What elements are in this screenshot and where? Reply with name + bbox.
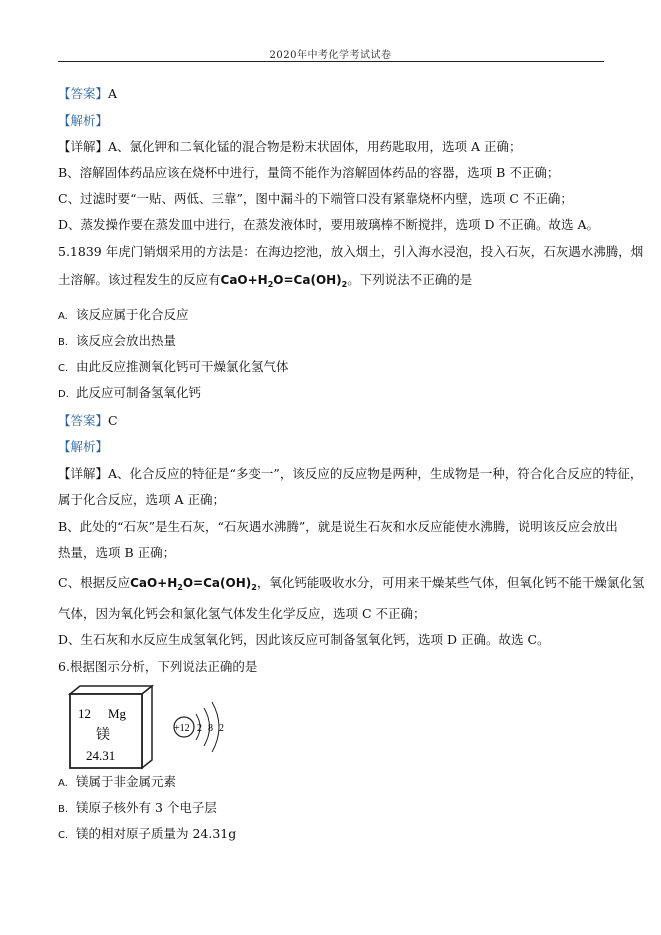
detail-line-5-7: D、生石灰和水反应生成氢氧化钙，因此该反应可制备氢氧化钙，选项 D 正确。故选 C。: [58, 632, 550, 647]
eq-part: CaO+H: [130, 576, 178, 590]
detail-line-4-4: D、蒸发操作要在蒸发皿中进行，在蒸发液体时，要用玻璃棒不断搅拌，选项 D 不正确。故选 A。: [58, 217, 599, 232]
eq-subscript: 2: [267, 280, 274, 289]
shell-electrons-2: 8: [208, 723, 213, 734]
chemical-equation: [130, 576, 257, 590]
eq-subscript: 2: [177, 583, 183, 592]
shell-electrons-1: 2: [197, 723, 202, 734]
detail-text: A、氯化钾和二氧化锰的混合物是粉末状固体，用药匙取用，选项 A 正确；: [108, 139, 522, 154]
eq-part: O=Ca(OH): [273, 273, 342, 287]
box-side-face: [142, 686, 152, 768]
detail-line-5-3: B、此处的“石灰”是生石灰，“石灰遇水沸腾”，就是说生石灰和水反应能使水沸腾，说明该反应会放出: [58, 519, 618, 534]
analysis-line-4: [58, 113, 108, 129]
detail-tag: 【详解】: [58, 139, 109, 154]
detail-line-5-4: 热量，选项 B 正确；: [58, 545, 176, 560]
detail-line-5-1: [58, 466, 642, 482]
option-text: 镁的相对原子质量为 24.31g: [76, 826, 237, 841]
option-text: 此反应可制备氢氧化钙: [76, 385, 202, 400]
question-6-stem: 6.根据图示分析，下列说法正确的是: [58, 659, 258, 674]
option-text: 该反应属于化合反应: [76, 307, 189, 322]
option-letter: C.: [58, 363, 69, 374]
answer-line-4: [58, 86, 117, 102]
page-header: 2020年中考化学考试试卷: [269, 50, 392, 61]
shell-electrons-3: 2: [219, 723, 224, 734]
detail-text: C、根据反应: [58, 575, 131, 590]
option-5a: [58, 307, 189, 325]
analysis-line-5: [58, 439, 108, 455]
box-top-face: [70, 686, 152, 694]
element-symbol: Mg: [108, 706, 127, 721]
option-letter: A.: [58, 311, 68, 322]
header-rule: [58, 61, 604, 62]
detail-line-5-2: 属于化合反应，选项 A 正确；: [58, 492, 225, 507]
answer-tag: 【答案】: [58, 413, 109, 428]
magnesium-figure: [66, 684, 316, 774]
stem-text: 土溶解。该过程发生的反应有: [58, 272, 221, 287]
option-text: 镁属于非金属元素: [76, 774, 177, 789]
option-6a: [58, 774, 176, 792]
option-text: 由此反应推测氧化钙可干燥氯化氢气体: [76, 359, 289, 374]
option-6b: [58, 800, 217, 818]
answer-tag: 【答案】: [58, 86, 109, 101]
shell-arc-3: [212, 702, 219, 752]
option-letter: A.: [58, 778, 68, 789]
atomic-number: 12: [78, 706, 91, 721]
answer-value: C: [108, 413, 118, 428]
detail-line-5-5: [58, 575, 644, 596]
option-5b: [58, 333, 176, 351]
option-letter: D.: [58, 389, 69, 400]
detail-text: ，氧化钙能吸收水分，可用来干燥某些气体，但氧化钙不能干燥氯化氢: [256, 575, 645, 590]
option-text: 该反应会放出热量: [76, 333, 177, 348]
eq-part: O=Ca(OH): [182, 576, 252, 590]
answer-line-5: [58, 413, 118, 429]
detail-tag: 【详解】: [58, 466, 109, 481]
analysis-tag: 【解析】: [58, 439, 109, 454]
answer-value: A: [108, 86, 118, 101]
atomic-mass: 24.31: [86, 748, 116, 763]
stem-text: 。下列说法不正确的是: [347, 272, 473, 287]
detail-line-4-1: [58, 139, 522, 155]
detail-text: A、化合反应的特征是“多变一”，该反应的反应物是两种，生成物是一种，符合化合反应的特征，: [108, 466, 643, 481]
chemical-equation: [221, 273, 348, 287]
option-letter: B.: [58, 804, 69, 815]
analysis-tag: 【解析】: [58, 113, 109, 128]
question-5-stem-2: [58, 272, 472, 293]
nucleus-charge: +12: [174, 723, 190, 734]
eq-subscript: 2: [341, 280, 348, 289]
option-6c: [58, 826, 236, 844]
eq-subscript: 2: [251, 583, 257, 592]
option-text: 镁原子核外有 3 个电子层: [76, 800, 217, 815]
option-letter: B.: [58, 337, 69, 348]
option-5d: [58, 385, 201, 403]
detail-line-4-3: C、过滤时要“一贴、两低、三靠”，图中漏斗的下端管口没有紧靠烧杯内壁，选项 C 不正确；: [58, 191, 573, 206]
detail-line-4-2: B、溶解固体药品应该在烧杯中进行，量筒不能作为溶解固体药品的容器，选项 B 不正确；: [58, 165, 560, 180]
option-5c: [58, 359, 289, 377]
element-cell-svg: [66, 684, 316, 774]
option-letter: C.: [58, 830, 69, 841]
detail-line-5-6: 气体，因为氧化钙会和氯化氢气体发生化学反应，选项 C 不正确；: [58, 606, 426, 621]
eq-part: CaO+H: [220, 273, 268, 287]
question-5-stem-1: 5.1839 年虎门销烟采用的方法是：在海边挖池，放入烟土，引入海水浸泡，投入石灰，石灰遇水沸腾，烟: [58, 244, 644, 259]
element-name: 镁: [96, 727, 110, 743]
